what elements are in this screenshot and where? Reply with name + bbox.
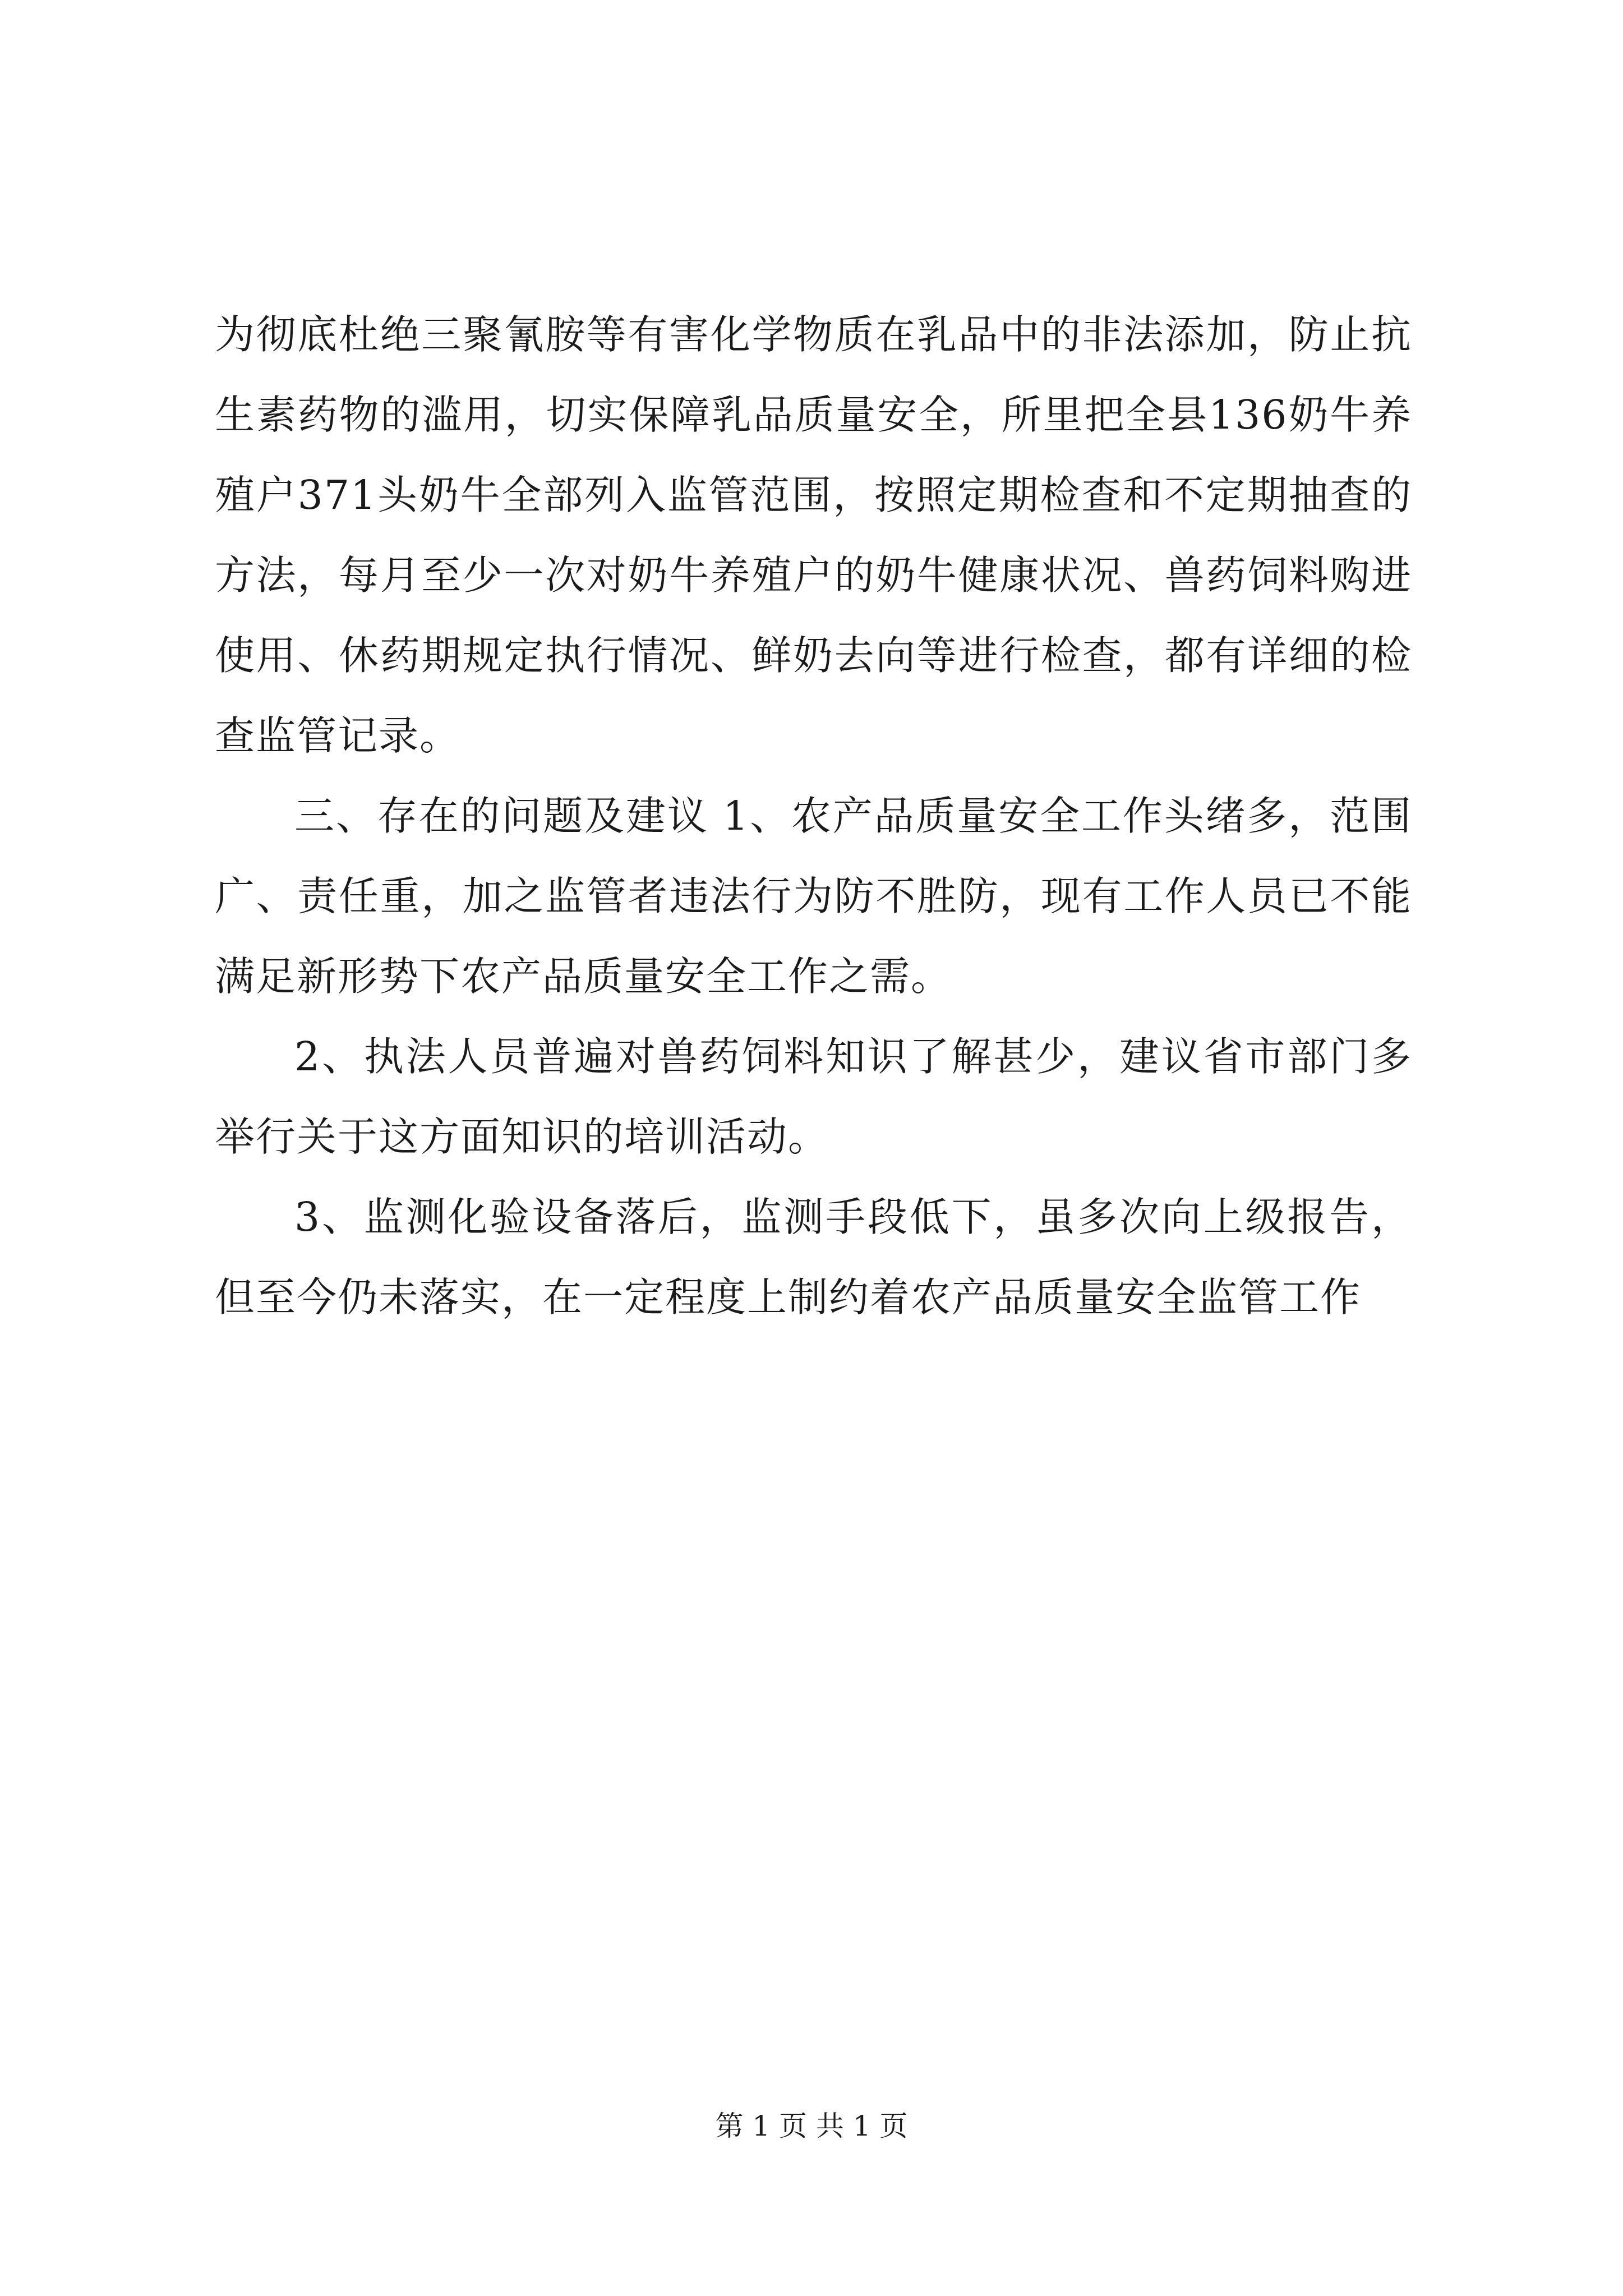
paragraph-training-suggestion: 2、执法人员普遍对兽药饲料知识了解甚少，建议省市部门多举行关于这方面知识的培训活动。	[215, 1033, 1412, 1160]
document-body	[215, 295, 1412, 1337]
page-footer: 第 1 页 共 1 页	[715, 2110, 908, 2142]
paragraph-dairy-supervision: 为彻底杜绝三聚氰胺等有害化学物质在乳品中的非法添加，防止抗生素药物的滥用，切实保障乳品质量安全，所里把全县136奶牛养殖户371头奶牛全部列入监管范围，按照定期检查和不定期抽查的方法，每月至少一次对奶牛养殖户的奶牛健康状况、兽药饲料购进使用、休药期规定执行情况、鲜奶去向等进行检查，都有详细的检查监管记录。	[215, 311, 1412, 759]
paragraph-equipment-issue: 3、监测化验设备落后，监测手段低下，虽多次向上级报告，但至今仍未落实，在一定程度上制约着农产品质量安全监管工作	[215, 1194, 1412, 1320]
paragraph-problems-and-suggestions: 三、存在的问题及建议 1、农产品质量安全工作头绪多，范围广、责任重，加之监管者违法行为防不胜防，现有工作人员已不能满足新形势下农产品质量安全工作之需。	[215, 793, 1412, 1000]
